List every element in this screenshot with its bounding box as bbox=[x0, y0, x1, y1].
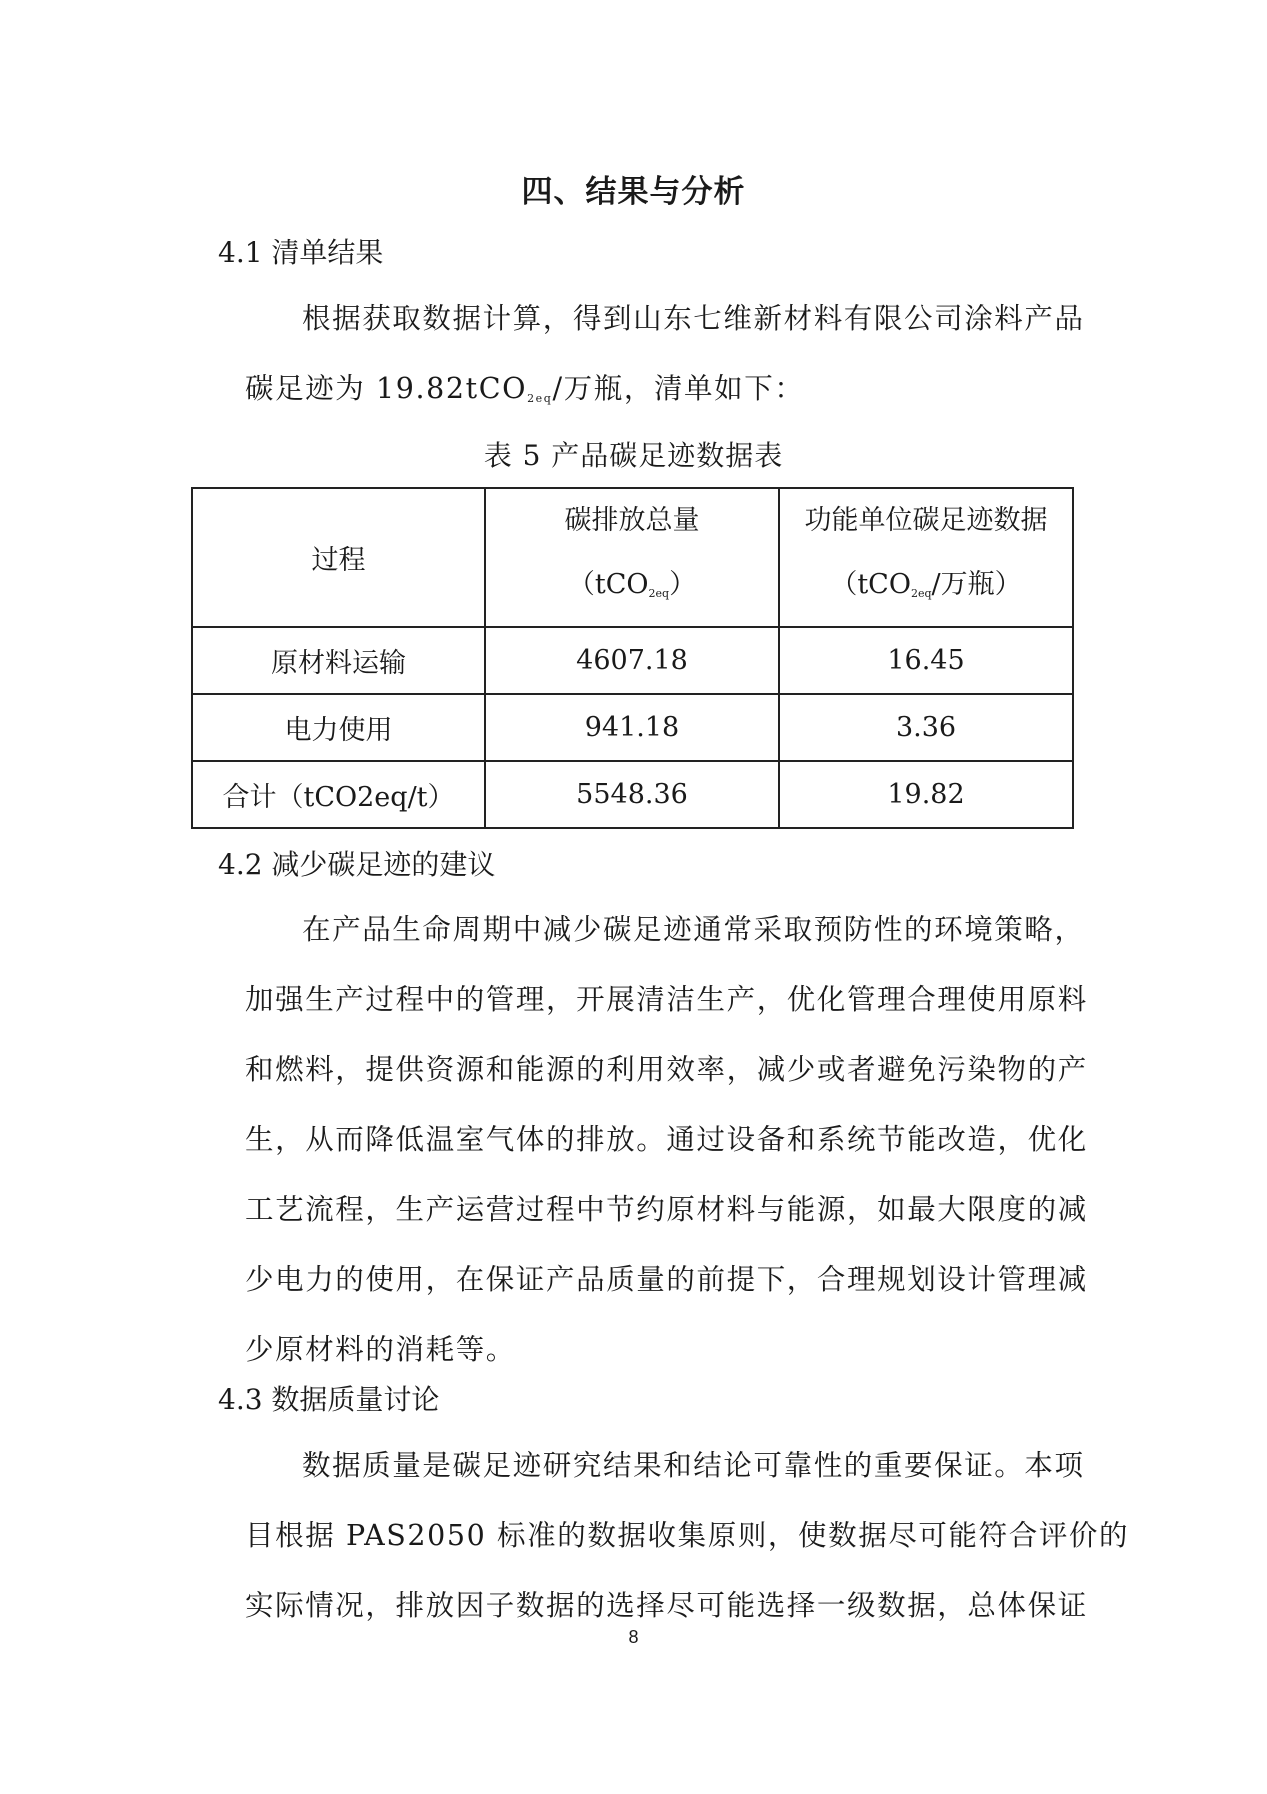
paragraph-line: 少原材料的消耗等。 bbox=[245, 1333, 516, 1366]
table-caption: 表 5 产品碳足迹数据表 bbox=[483, 439, 784, 472]
paragraph-4-2 bbox=[245, 895, 1088, 1385]
cell-unit: 3.36 bbox=[779, 694, 1073, 761]
paragraph-line bbox=[245, 354, 1075, 424]
header-label: 碳排放总量 bbox=[564, 505, 700, 536]
header-cell-unit bbox=[779, 488, 1073, 627]
text-run: /万瓶，清单如下： bbox=[552, 372, 805, 405]
paragraph-line: 实际情况，排放因子数据的选择尽可能选择一级数据，总体保证 bbox=[245, 1589, 1088, 1622]
table-header-row bbox=[192, 488, 1073, 627]
cell-unit: 19.82 bbox=[779, 761, 1073, 828]
page-number: 8 bbox=[628, 1627, 639, 1647]
paragraph-line: 数据质量是碳足迹研究结果和结论可靠性的重要保证。本项 bbox=[302, 1449, 1085, 1482]
section-title-4-2: 4.2 减少碳足迹的建议 bbox=[218, 848, 496, 881]
paragraph-line: 生，从而降低温室气体的排放。通过设备和系统节能改造，优化 bbox=[245, 1123, 1088, 1156]
section-title-4-1: 4.1 清单结果 bbox=[218, 236, 384, 269]
paragraph-4-3 bbox=[245, 1431, 1130, 1641]
header-unit: （tCO$_{2eq}$/万瓶） bbox=[830, 569, 1022, 600]
header-label: 功能单位碳足迹数据 bbox=[804, 505, 1048, 536]
table-row bbox=[192, 761, 1073, 828]
text-run: 碳足迹为 19.82tCO bbox=[245, 372, 528, 405]
header-cell-process: 过程 bbox=[192, 488, 485, 627]
table-row bbox=[192, 694, 1073, 761]
cell-process: 原材料运输 bbox=[192, 627, 485, 694]
paragraph-line: 少电力的使用，在保证产品质量的前提下，合理规划设计管理减 bbox=[245, 1263, 1088, 1296]
paragraph-line: 和燃料，提供资源和能源的利用效率，减少或者避免污染物的产 bbox=[245, 1053, 1088, 1086]
cell-total: 5548.36 bbox=[485, 761, 779, 828]
cell-process: 合计（tCO2eq/t） bbox=[192, 761, 485, 828]
paragraph-line: 目根据 PAS2050 标准的数据收集原则，使数据尽可能符合评价的 bbox=[245, 1519, 1130, 1552]
paragraph-line: 在产品生命周期中减少碳足迹通常采取预防性的环境策略， bbox=[302, 913, 1085, 946]
cell-unit: 16.45 bbox=[779, 627, 1073, 694]
table-row bbox=[192, 627, 1073, 694]
paragraph-4-1 bbox=[245, 284, 1085, 424]
carbon-footprint-table bbox=[191, 487, 1074, 829]
chapter-heading: 四、结果与分析 bbox=[521, 174, 746, 210]
subscript: 2eq bbox=[527, 392, 553, 405]
cell-total: 4607.18 bbox=[485, 627, 779, 694]
header-cell-total bbox=[485, 488, 779, 627]
paragraph-line: 加强生产过程中的管理，开展清洁生产，优化管理合理使用原料 bbox=[245, 983, 1088, 1016]
cell-process: 电力使用 bbox=[192, 694, 485, 761]
header-unit: （tCO$_{2eq}$） bbox=[567, 569, 697, 600]
section-title-4-3: 4.3 数据质量讨论 bbox=[218, 1383, 440, 1416]
cell-total: 941.18 bbox=[485, 694, 779, 761]
paragraph-line: 工艺流程，生产运营过程中节约原材料与能源，如最大限度的减 bbox=[245, 1193, 1088, 1226]
paragraph-line: 根据获取数据计算，得到山东七维新材料有限公司涂料产品 bbox=[302, 302, 1085, 335]
